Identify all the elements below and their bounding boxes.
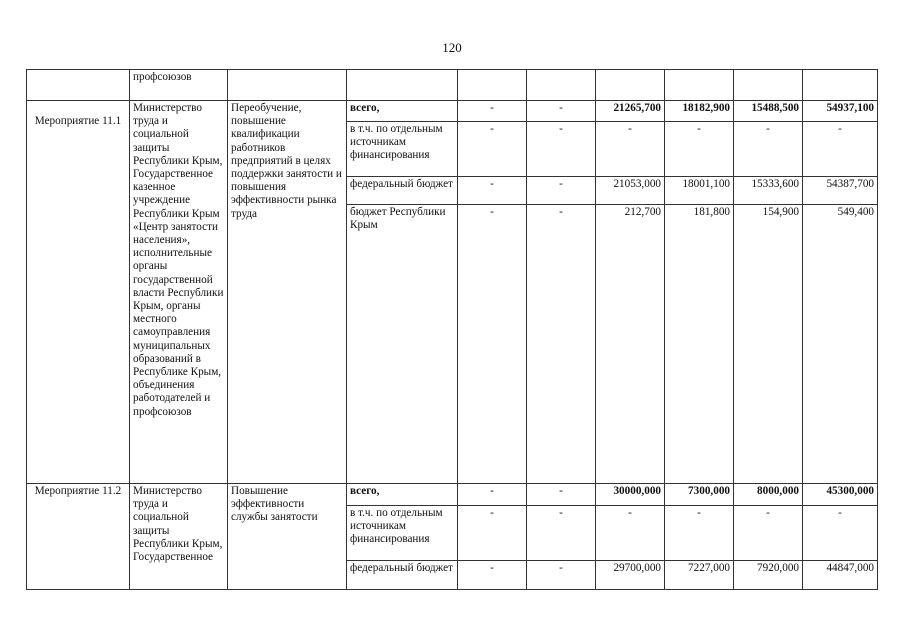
executor-cell: Министерство труда и социальной защиты Республики Крым, Государственное — [130, 484, 228, 590]
value-cell: - — [527, 122, 596, 177]
value-cell — [803, 70, 878, 101]
value-cell: - — [665, 506, 734, 561]
value-cell: - — [458, 484, 527, 506]
value-cell: - — [458, 506, 527, 561]
value-cell: - — [734, 506, 803, 561]
value-cell: 15333,600 — [734, 177, 803, 205]
executor-cell: Министерство труда и социальной защиты Республики Крым, Государственное казенное учреждение Республики Крым «Центр занятости населения», исполнительные органы государственной власти Республики Крым, органы местного самоуправления муниципальных образований в Республике Крым, объединения работодателей и профсоюзов — [130, 101, 228, 484]
measure-name-cell: Повышение эффективности службы занятости — [228, 484, 347, 590]
funding-source-cell: всего, — [347, 101, 458, 122]
value-cell: - — [803, 506, 878, 561]
value-cell: - — [527, 101, 596, 122]
value-cell: - — [527, 205, 596, 484]
value-cell: 44847,000 — [803, 561, 878, 590]
value-cell: - — [458, 177, 527, 205]
value-cell: - — [527, 484, 596, 506]
value-cell: - — [527, 561, 596, 590]
measure-code-cell — [27, 70, 130, 101]
value-cell: 54387,700 — [803, 177, 878, 205]
value-cell: 7300,000 — [665, 484, 734, 506]
table-row — [27, 101, 878, 122]
value-cell: 29700,000 — [596, 561, 665, 590]
value-cell: - — [665, 122, 734, 177]
funding-source-cell: в т.ч. по отдельным источникам финансирования — [347, 506, 458, 561]
value-cell — [665, 70, 734, 101]
value-cell: 549,400 — [803, 205, 878, 484]
value-cell: 30000,000 — [596, 484, 665, 506]
value-cell: 18001,100 — [665, 177, 734, 205]
value-cell: 54937,100 — [803, 101, 878, 122]
funding-source-cell: федеральный бюджет — [347, 561, 458, 590]
value-cell — [527, 70, 596, 101]
value-cell: 21265,700 — [596, 101, 665, 122]
value-cell: 8000,000 — [734, 484, 803, 506]
value-cell: 212,700 — [596, 205, 665, 484]
table-row — [27, 70, 878, 101]
value-cell: - — [596, 506, 665, 561]
funding-source-cell: бюджет Республики Крым — [347, 205, 458, 484]
financing-table — [26, 69, 878, 590]
value-cell: - — [803, 122, 878, 177]
value-cell: - — [458, 122, 527, 177]
value-cell: 15488,500 — [734, 101, 803, 122]
value-cell — [458, 70, 527, 101]
funding-source-cell: в т.ч. по отдельным источникам финансирования — [347, 122, 458, 177]
value-cell: - — [527, 506, 596, 561]
funding-source-cell: всего, — [347, 484, 458, 506]
value-cell: 18182,900 — [665, 101, 734, 122]
value-cell: 45300,000 — [803, 484, 878, 506]
funding-source-cell: федеральный бюджет — [347, 177, 458, 205]
page-number: 120 — [442, 40, 462, 55]
value-cell: - — [458, 205, 527, 484]
table-row — [27, 484, 878, 506]
value-cell — [596, 70, 665, 101]
measure-code-cell: Мероприятие 11.1 — [27, 101, 130, 484]
value-cell: 7920,000 — [734, 561, 803, 590]
value-cell — [734, 70, 803, 101]
measure-name-cell: Переобучение, повышение квалификации работников предприятий в целях поддержки занятости и повышения эффективности рынка труда — [228, 101, 347, 484]
executor-cell: профсоюзов — [130, 70, 228, 101]
value-cell: - — [734, 122, 803, 177]
value-cell: - — [596, 122, 665, 177]
measure-name-cell — [228, 70, 347, 101]
measure-code-cell: Мероприятие 11.2 — [27, 484, 130, 590]
value-cell: - — [527, 177, 596, 205]
funding-source-cell — [347, 70, 458, 101]
value-cell: 21053,000 — [596, 177, 665, 205]
value-cell: 154,900 — [734, 205, 803, 484]
value-cell: 7227,000 — [665, 561, 734, 590]
value-cell: - — [458, 561, 527, 590]
value-cell: - — [458, 101, 527, 122]
value-cell: 181,800 — [665, 205, 734, 484]
